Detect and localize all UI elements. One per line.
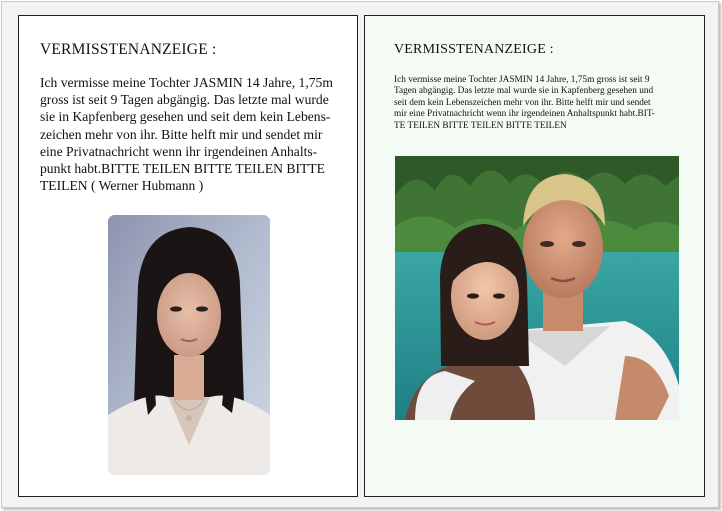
left-page-title: VERMISSTENANZEIGE : (40, 41, 217, 58)
right-page-body (394, 75, 666, 132)
left-flyer-page (18, 15, 358, 497)
left-body-line: eine Privatnachricht wenn ihr irgendeinen Anhalts- (40, 143, 318, 159)
right-body-line: mir eine Privatnachricht wenn ihr irgendeinen Anhaltspunkt habt.BIT- (394, 109, 655, 120)
left-body-line: zeichen mehr von ihr. Bitte helft mir und sendet mir (40, 126, 323, 142)
image-frame (1, 1, 719, 508)
right-page-title: VERMISSTENANZEIGE : (394, 42, 554, 57)
right-body-line: seit dem kein Lebenszeichen mehr von ihr. Bitte helft mir und sendet (394, 97, 651, 108)
left-body-line: gross ist seit 9 Tagen abgängig. Das letzte mal wurde (40, 92, 329, 108)
left-body-line: sie in Kapfenberg gesehen und seit dem kein Lebens- (40, 109, 331, 125)
left-body-line: Ich vermisse meine Tochter JASMIN 14 Jahre, 1,75m (40, 75, 333, 90)
right-body-line: Ich vermisse meine Tochter JASMIN 14 Jahre, 1,75m gross ist seit 9 (394, 75, 650, 85)
left-body-line: punkt habt.BITTE TEILEN BITTE TEILEN BITTE (40, 161, 325, 177)
right-body-line: TE TEILEN BITTE TEILEN BITTE TEILEN (394, 120, 567, 131)
right-body-line: Tagen abgängig. Das letzte mal wurde sie in Kapfenberg gesehen und (394, 86, 654, 97)
portrait-photo (108, 215, 270, 475)
left-body-line: TEILEN ( Werner Hubmann ) (40, 178, 204, 194)
right-flyer-page (364, 15, 705, 497)
left-page-body (40, 74, 345, 194)
couple-photo (395, 156, 679, 420)
